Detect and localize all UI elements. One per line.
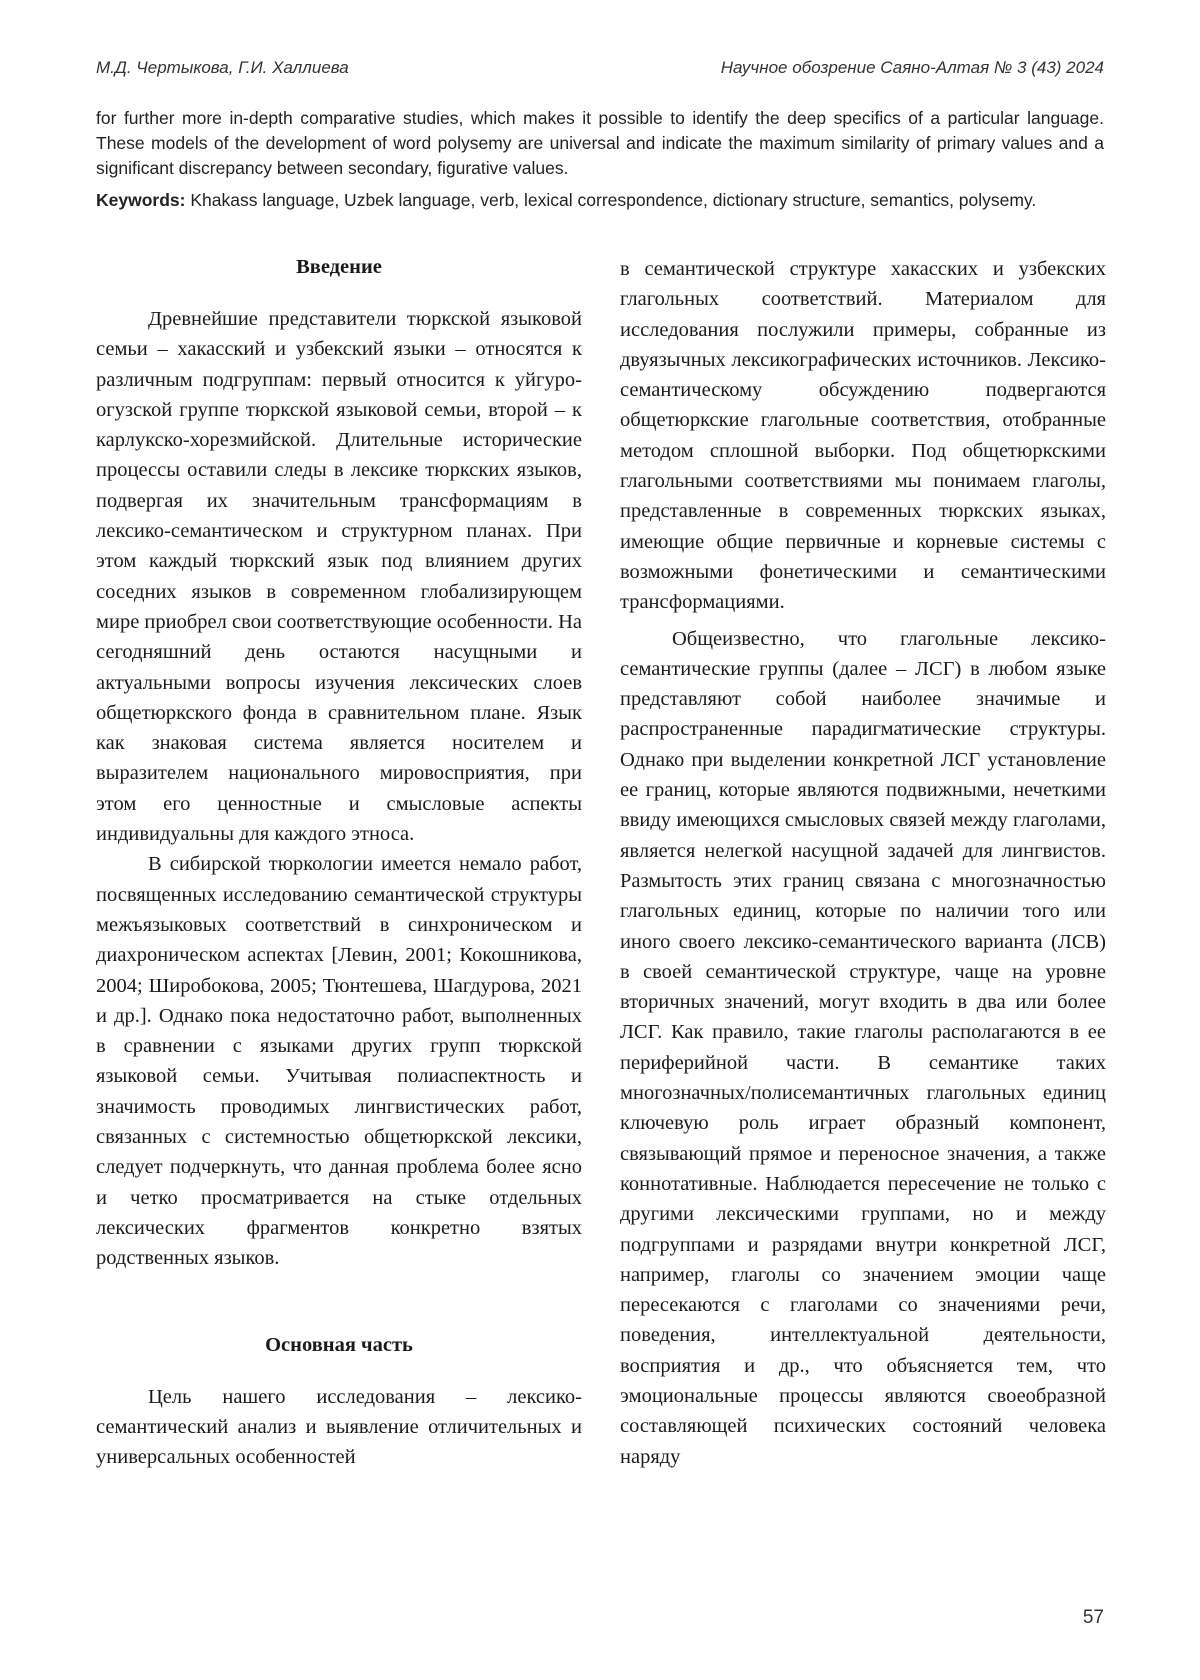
section-heading-introduction: Введение <box>296 256 382 278</box>
paragraph-main-1-start: Цель нашего исследования – лексико-семантический анализ и выявление отличительных и универсальных особенностей <box>96 1385 582 1469</box>
abstract-text: for further more in-depth comparative studies, which makes it possible to identify the deep specifics of a particular language. These models of the development of word polysemy are universal and indicate the maximum similarity of primary values and a significant discrepancy between secondary, figurative values. <box>96 108 1104 178</box>
paragraph-intro-1: Древнейшие представители тюркской языковой семьи – хакасский и узбекский языки – относятся к различным подгруппам: первый относится к уйгуро-огузской группе тюркской языковой семьи, второй – к карлукско-хорезмийской. Длительные исторические процессы оставили следы в лексике тюркских языков, подвергая их значительным трансформациям в лексико-семантическом и структурном планах. При этом каждый тюркский язык под влиянием других соседних языков в современном глобализирующем мире приобрел свои соответствующие особенности. На сегодняшний день остаются насущными и актуальными вопросы изучения лексических слоев общетюркского фонда в сравнительном плане. Язык как знаковая система является носителем и выразителем национального мировосприятия, при этом его ценностные и смысловые аспекты индивидуальны для каждого этноса. <box>96 308 582 846</box>
keywords-label: Keywords: <box>96 190 186 210</box>
keywords-line <box>96 188 1104 213</box>
keywords-text: Khakass language, Uzbek language, verb, lexical correspondence, dictionary structure, semantics, polysemy. <box>185 190 1037 210</box>
left-column <box>96 252 582 1472</box>
page-number: 57 <box>1082 1607 1104 1628</box>
running-head <box>96 58 1104 88</box>
section-heading-main: Основная часть <box>265 1333 413 1356</box>
right-column <box>620 254 1106 1472</box>
paragraph-main-1-continued: в семантической структуре хакасских и узбекских глагольных соответствий. Материалом для исследования послужили примеры, собранные из двуязычных лексикографических источников. Лексико-семантическому обсуждению подвергаются общетюркские глагольные соответствия, отобранные методом сплошной выборки. Под общетюркскими глагольными соответствиями мы понимаем глаголы, представленные в современных тюркских языках, имеющие общие первичные и корневые системы с возможными фонетическими и семантическими трансформациями. <box>620 258 1106 614</box>
running-head-authors: М.Д. Чертыкова, Г.И. Халлиева <box>96 58 349 77</box>
paragraph-intro-2: В сибирской тюркологии имеется немало работ, посвященных исследованию семантической структуры межъязыковых соответствий в синхроническом и диахроническом аспектах [Левин, 2001; Кокошникова, 2004; Широбокова, 2005; Тюнтешева, Шагдурова, 2021 и др.]. Однако пока недостаточно работ, выполненных в сравнении с языками других групп тюркской языковой семьи. Учитывая полиаспектность и значимость проводимых лингвистических работ, связанных с системностью общетюркской лексики, следует подчеркнуть, что данная проблема более ясно и четко просматривается на стыке отдельных лексических фрагментов конкретно взятых родственных языков. <box>96 853 582 1270</box>
abstract-block <box>96 106 1104 213</box>
running-head-journal: Научное обозрение Саяно-Алтая № 3 (43) 2024 <box>720 58 1104 77</box>
paragraph-main-2: Общеизвестно, что глагольные лексико-семантические группы (далее – ЛСГ) в любом языке представляют собой наиболее значимые и распространенные парадигматические структуры. Однако при выделении конкретной ЛСГ установление ее границ, которые являются подвижными, нечеткими ввиду имеющихся смысловых связей между глаголами, является нелегкой насущной задачей для лингвистов. Размытость этих границ связана с многозначностью глагольных единиц, которые по наличии того или иного своего лексико-семантического варианта (ЛСВ) в своей семантической структуре, чаще на уровне вторичных значений, могут входить в два или более ЛСГ. Как правило, такие глаголы располагаются в ее периферийной части. В семантике таких многозначных/полисемантичных глагольных единиц ключевую роль играет образный компонент, связывающий прямое и переносное значения, а также коннотативные. Наблюдается пересечение не только с другими лексическими группами, но и между подгруппами и разрядами внутри конкретной ЛСГ, например, глаголы со значением эмоции чаще пересекаются с глаголами со значениями речи, поведения, интеллектуальной деятельности, восприятия и др., что объясняется тем, что эмоциональные процессы являются своеобразной составляющей психических состояний человека наряду <box>620 627 1106 1468</box>
section-spacer <box>96 1274 582 1330</box>
